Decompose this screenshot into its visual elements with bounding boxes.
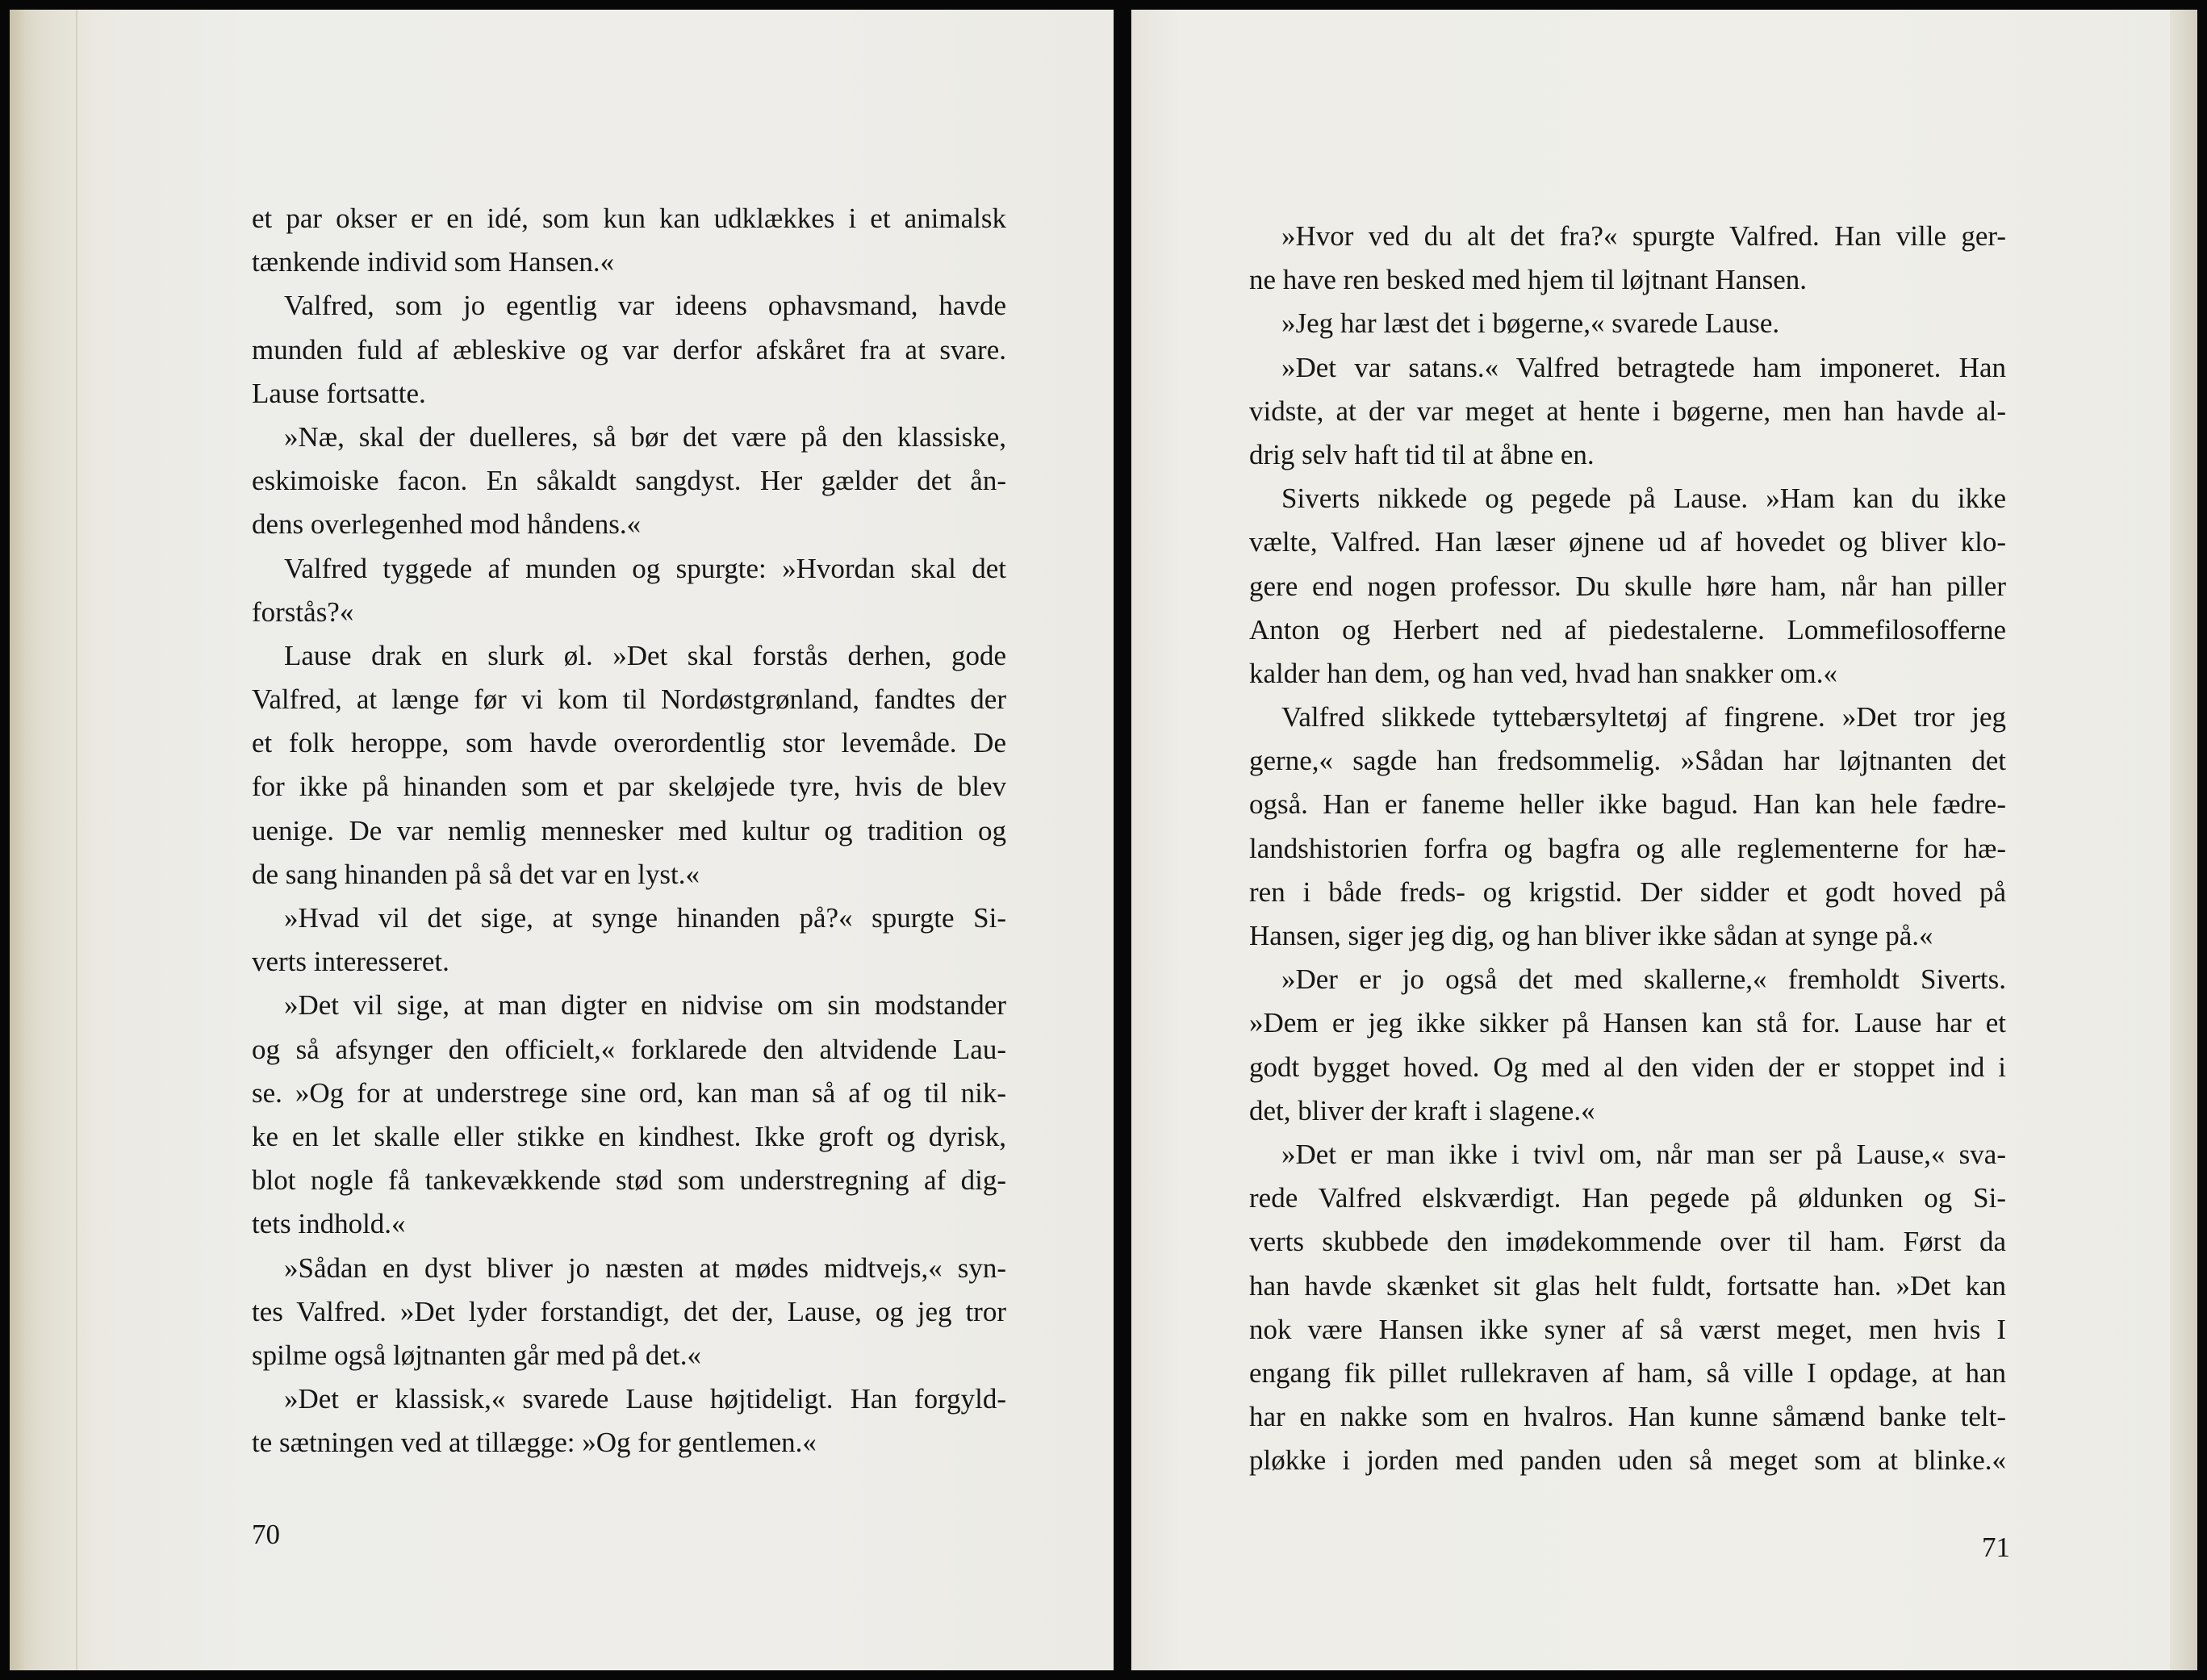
text-line: Lause drak en slurk øl. »Det skal forstås derhen, gode <box>284 639 1006 671</box>
text-line: Hansen, siger jeg dig, og han bliver ikke sådan at synge på.« <box>1249 920 1933 951</box>
text-line: drig selv haft tid til at åbne en. <box>1249 438 1595 470</box>
text-line: »Hvad vil det sige, at synge hinanden på?« spurgte Si- <box>284 902 1006 934</box>
text-line: kalder han dem, og han ved, hvad han snakker om.« <box>1249 657 1837 689</box>
right-page-text <box>1249 215 2006 1482</box>
text-line: spilme også løjtnanten går med på det.« <box>252 1339 701 1371</box>
text-line: Anton og Herbert ned af piedestalerne. Lommefilosofferne <box>1249 613 2006 646</box>
text-line: verts skubbede den imødekommende over til ham. Først da <box>1249 1226 2006 1258</box>
text-line: »Jeg har læst det i bøgerne,« svarede Lause. <box>1281 307 1780 340</box>
text-line: Siverts nikkede og pegede på Lause. »Ham kan du ikke <box>1281 483 2006 515</box>
text-line: for ikke på hinanden som et par skeløjede tyre, hvis de blev <box>252 771 1006 803</box>
left-page <box>10 10 1114 1670</box>
text-line: »Dem er jeg ikke sikker på Hansen kan stå for. Lause har et <box>1249 1007 2006 1039</box>
text-line: Valfred slikkede tyttebærsyltetøj af fingrene. »Det tror jeg <box>1281 701 2006 733</box>
left-page-text <box>252 197 1006 1465</box>
text-line: vælte, Valfred. Han læser øjnene ud af hovedet og bliver klo- <box>1249 526 2006 558</box>
text-line: verts interesseret. <box>252 946 449 978</box>
text-line: »Der er jo også det med skallerne,« fremholdt Siverts. <box>1281 963 2006 996</box>
text-line: munden fuld af æbleskive og var derfor afskåret fra at svare. <box>252 333 1006 366</box>
text-line: han havde skænket sit glas helt fuldt, fortsatte han. »Det kan <box>1249 1269 2006 1302</box>
text-line: uenige. De var nemlig mennesker med kultur og tradition og <box>252 814 1006 846</box>
text-line: Valfred, som jo egentlig var ideens ophavsmand, havde <box>284 290 1006 322</box>
right-page <box>1131 10 2197 1670</box>
text-line: det, bliver der kraft i slagene.« <box>1249 1094 1595 1126</box>
text-line: ren i både freds- og krigstid. Der sidder et godt hoved på <box>1249 876 2006 908</box>
text-line: blot nogle få tankevækkende stød som understregning af dig- <box>252 1164 1006 1197</box>
text-line: gere end nogen professor. Du skulle høre ham, når han piller <box>1249 570 2006 602</box>
text-line: te sætningen ved at tillægge: »Og for gentlemen.« <box>252 1427 817 1459</box>
text-line: eskimoiske facon. En såkaldt sangdyst. Her gælder det ån- <box>252 465 1006 497</box>
text-line: »Det er klassisk,« svarede Lause højtideligt. Han forgyld- <box>284 1383 1006 1415</box>
text-line: har en nakke som en hvalros. Han kunne såmænd banke telt- <box>1249 1401 2006 1433</box>
text-line: »Det var satans.« Valfred betragtede ham imponeret. Han <box>1281 351 2006 383</box>
text-line: ke en let skalle eller stikke en kindhest. Ikke groft og dyrisk, <box>252 1120 1006 1152</box>
text-line: tets indhold.« <box>252 1208 406 1240</box>
text-line: »Næ, skal der duelleres, så bør det være på den klassiske, <box>284 420 1006 453</box>
text-line: de sang hinanden på så det var en lyst.« <box>252 858 700 890</box>
text-line: landshistorien forfra og bagfra og alle reglementerne for hæ- <box>1249 832 2006 864</box>
text-line: forstås?« <box>252 596 354 628</box>
text-line: et par okser er en idé, som kun kan udklækkes i et animalsk <box>252 203 1006 234</box>
text-line: tes Valfred. »Det lyder forstandigt, det der, Lause, og jeg tror <box>252 1295 1006 1327</box>
text-line: »Hvor ved du alt det fra?« spurgte Valfred. Han ville ger- <box>1281 220 2006 252</box>
text-line: dens overlegenhed mod håndens.« <box>252 508 642 541</box>
text-line: Lause fortsatte. <box>252 377 426 409</box>
text-line: Valfred, at længe før vi kom til Nordøstgrønland, fandtes der <box>252 683 1006 716</box>
right-page-number: 71 <box>1982 1532 2010 1563</box>
text-line: gerne,« sagde han fredsommelig. »Sådan har løjtnanten det <box>1249 745 2006 777</box>
text-line: »Det er man ikke i tvivl om, når man ser på Lause,« sva- <box>1281 1138 2006 1170</box>
text-line: Valfred tyggede af munden og spurgte: »Hvordan skal det <box>284 552 1006 584</box>
left-page-number: 70 <box>252 1519 280 1550</box>
text-line: godt bygget hoved. Og med al den viden der er stoppet ind i <box>1249 1051 2006 1083</box>
text-line: vidste, at der var meget at hente i bøgerne, men han havde al- <box>1249 395 2006 427</box>
text-line: også. Han er faneme heller ikke bagud. Han kan hele fædre- <box>1249 788 2006 821</box>
text-line: og så afsynger den officielt,« forklarede den altvidende Lau- <box>252 1033 1006 1065</box>
text-line: se. »Og for at understrege sine ord, kan man så af og til nik- <box>252 1076 1006 1109</box>
text-line: »Sådan en dyst bliver jo næsten at mødes midtvejs,« syn- <box>284 1252 1006 1284</box>
text-line: rede Valfred elskværdigt. Han pegede på øldunken og Si- <box>1249 1182 2006 1214</box>
text-line: nok være Hansen ikke syner af så værst meget, men hvis I <box>1249 1313 2006 1345</box>
text-line: »Det vil sige, at man digter en nidvise om sin modstander <box>284 989 1006 1022</box>
text-line: et folk heroppe, som havde overordentlig stor levemåde. De <box>252 727 1006 759</box>
text-line: ne have ren besked med hjem til løjtnant Hansen. <box>1249 264 1808 296</box>
text-line: engang fik pillet rullekraven af ham, så ville I opdage, at han <box>1249 1356 2006 1389</box>
text-line: tænkende individ som Hansen.« <box>252 246 615 278</box>
text-line: pløkke i jorden med panden uden så meget som at blinke.« <box>1249 1444 2006 1477</box>
